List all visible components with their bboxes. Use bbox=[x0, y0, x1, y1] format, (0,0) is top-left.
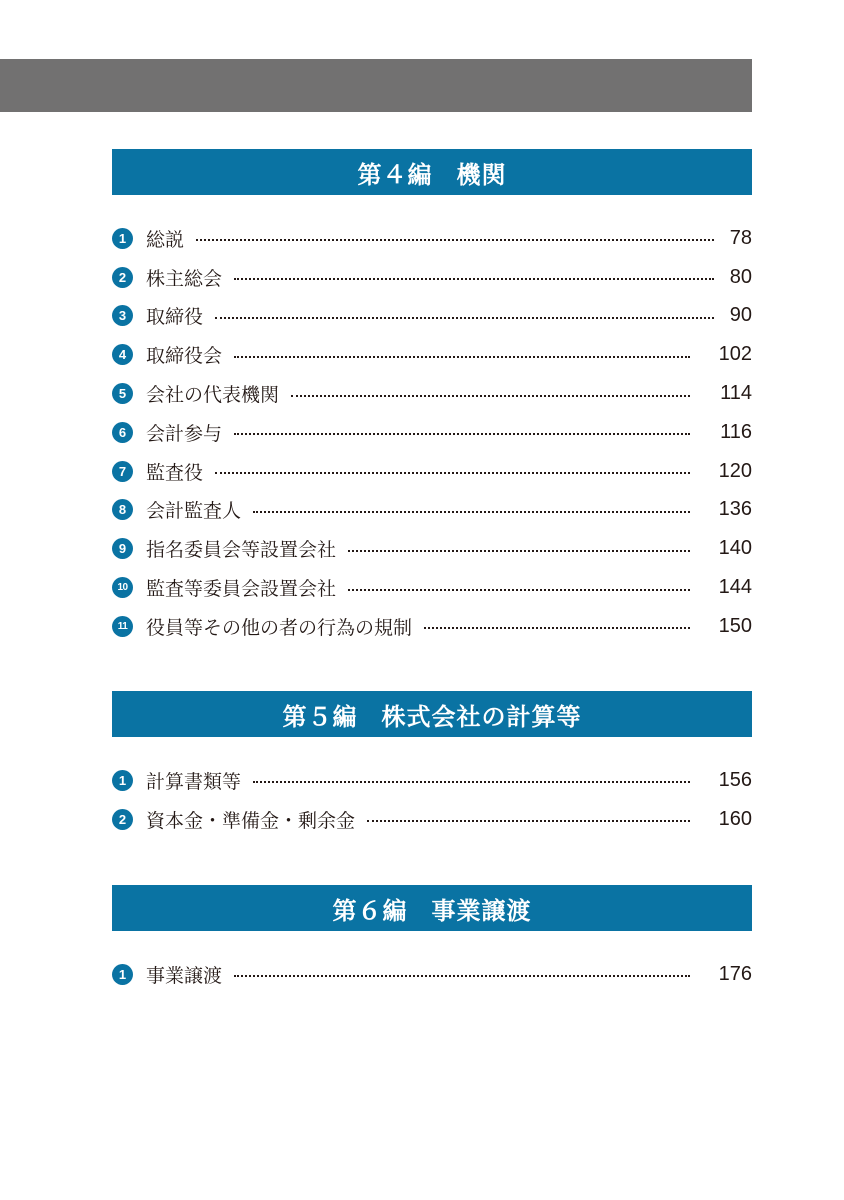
part-name: 事業譲渡 bbox=[431, 896, 532, 925]
toc-entry[interactable] bbox=[112, 413, 752, 452]
number-badge: 9 bbox=[112, 538, 133, 559]
dot-leader bbox=[234, 356, 690, 358]
entry-title: 役員等その他の者の行為の規制 bbox=[146, 616, 413, 639]
entry-title: 会計監査人 bbox=[146, 500, 242, 523]
toc-entry[interactable] bbox=[112, 568, 752, 607]
number-badge: 11 bbox=[112, 616, 133, 637]
number-badge: 1 bbox=[112, 770, 133, 791]
page-number: 150 bbox=[718, 614, 752, 637]
toc-list bbox=[112, 219, 752, 646]
page-number: 144 bbox=[718, 576, 752, 599]
toc-entry[interactable] bbox=[112, 800, 752, 839]
dot-leader bbox=[215, 317, 714, 319]
entry-title: 会計参与 bbox=[146, 422, 223, 445]
dot-leader bbox=[348, 550, 690, 552]
toc-entry[interactable] bbox=[112, 955, 752, 994]
number-badge: 3 bbox=[112, 305, 133, 326]
number-badge: 1 bbox=[112, 228, 133, 249]
part-number: 第４編 bbox=[357, 160, 433, 189]
page-number: 160 bbox=[718, 807, 752, 830]
number-badge: 1 bbox=[112, 964, 133, 985]
toc-entry[interactable] bbox=[112, 335, 752, 374]
number-badge: 2 bbox=[112, 267, 133, 288]
part-6-section bbox=[112, 885, 752, 994]
page-number: 176 bbox=[718, 962, 752, 985]
number-badge: 6 bbox=[112, 422, 133, 443]
part-header bbox=[112, 885, 752, 931]
part-5-section bbox=[112, 691, 752, 839]
page-number: 136 bbox=[718, 498, 752, 521]
toc-entry[interactable] bbox=[112, 607, 752, 646]
dot-leader bbox=[253, 781, 690, 783]
dot-leader bbox=[196, 239, 714, 241]
page-number: 120 bbox=[718, 459, 752, 482]
top-bar bbox=[0, 59, 752, 112]
number-badge: 10 bbox=[112, 577, 133, 598]
part-name: 株式会社の計算等 bbox=[381, 702, 582, 731]
part-name: 機関 bbox=[456, 160, 507, 189]
toc-entry[interactable] bbox=[112, 374, 752, 413]
dot-leader bbox=[234, 278, 714, 280]
page-number: 80 bbox=[729, 265, 752, 288]
entry-title: 計算書類等 bbox=[146, 770, 242, 793]
entry-title: 会社の代表機関 bbox=[146, 384, 280, 407]
part-4-section bbox=[112, 149, 752, 646]
toc-list bbox=[112, 955, 752, 994]
dot-leader bbox=[291, 395, 690, 397]
dot-leader bbox=[424, 627, 690, 629]
toc-entry[interactable] bbox=[112, 219, 752, 258]
dot-leader bbox=[367, 820, 690, 822]
entry-title: 資本金・準備金・剰余金 bbox=[146, 809, 356, 832]
entry-title: 事業譲渡 bbox=[146, 964, 223, 987]
entry-title: 指名委員会等設置会社 bbox=[146, 539, 337, 562]
page-number: 116 bbox=[720, 420, 752, 443]
dot-leader bbox=[234, 975, 690, 977]
toc-entry[interactable] bbox=[112, 529, 752, 568]
toc-list bbox=[112, 761, 752, 839]
toc-entry[interactable] bbox=[112, 452, 752, 491]
dot-leader bbox=[215, 472, 690, 474]
number-badge: 5 bbox=[112, 383, 133, 404]
toc-entry[interactable] bbox=[112, 297, 752, 336]
dot-leader bbox=[253, 511, 690, 513]
entry-title: 監査等委員会設置会社 bbox=[146, 578, 337, 601]
number-badge: 7 bbox=[112, 461, 133, 482]
page-number: 114 bbox=[720, 382, 752, 405]
part-header bbox=[112, 149, 752, 195]
page-number: 90 bbox=[729, 304, 752, 327]
entry-title: 取締役会 bbox=[146, 345, 223, 368]
number-badge: 4 bbox=[112, 344, 133, 365]
number-badge: 2 bbox=[112, 809, 133, 830]
entry-title: 監査役 bbox=[146, 461, 204, 484]
part-header bbox=[112, 691, 752, 737]
dot-leader bbox=[234, 433, 690, 435]
part-number: 第５編 bbox=[282, 702, 358, 731]
toc-entry[interactable] bbox=[112, 258, 752, 297]
number-badge: 8 bbox=[112, 499, 133, 520]
entry-title: 総説 bbox=[146, 228, 185, 251]
page-number: 78 bbox=[729, 226, 752, 249]
page-number: 140 bbox=[718, 537, 752, 560]
part-number: 第６編 bbox=[332, 896, 408, 925]
entry-title: 株主総会 bbox=[146, 267, 223, 290]
toc-entry[interactable] bbox=[112, 761, 752, 800]
entry-title: 取締役 bbox=[146, 306, 204, 329]
toc-entry[interactable] bbox=[112, 491, 752, 530]
dot-leader bbox=[348, 589, 690, 591]
page-number: 102 bbox=[718, 343, 752, 366]
page-number: 156 bbox=[718, 768, 752, 791]
